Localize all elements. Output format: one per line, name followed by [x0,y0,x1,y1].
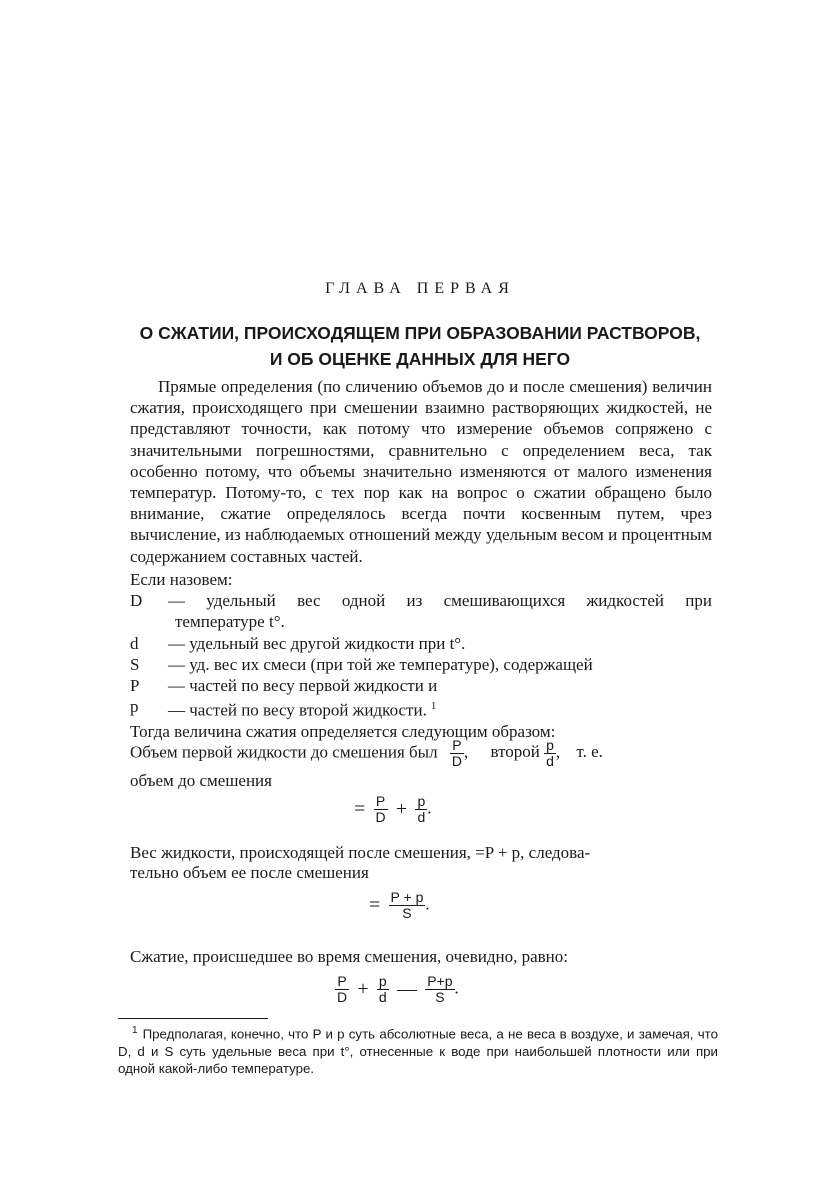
footnote-divider [118,1018,268,1019]
footnote [118,1022,718,1078]
definition-text: — уд. вес их смеси (при той же температуре), содержащей [168,654,593,674]
definition-item [130,675,712,696]
volume-before-text-c: т. е. [576,742,603,762]
fraction-numerator: P [374,794,388,810]
fraction-Pp-over-S [425,974,454,1005]
fraction-P-over-D [374,794,388,825]
chapter-title-line-1: О СЖАТИИ, ПРОИСХОДЯЩЕМ ПРИ ОБРАЗОВАНИИ РАСТВОРОВ, [139,323,701,343]
footnote-mark: 1 [132,1025,138,1036]
definitions-list [130,569,712,742]
definition-symbol: P [130,676,140,696]
footnote-paragraph [118,1022,718,1078]
fraction-denominator: D [451,753,462,769]
chapter-label: ГЛАВА ПЕРВАЯ [325,280,515,297]
compression-line: Сжатие, происшедшее во время смешения, очевидно, равно: [130,947,568,966]
minus-sign: — [396,978,417,1000]
fraction-numerator: p [378,973,387,989]
definitions-outro: Тогда величина сжатия определяется следующим образом: [130,722,556,742]
fraction-P-over-D [450,738,464,769]
period-mark: . [454,978,459,998]
fraction-denominator: d [378,989,387,1005]
fraction-P-over-D [335,974,349,1005]
fraction-denominator: d [546,753,554,769]
comma-mark: , [463,742,469,762]
equals-sign: = [354,798,366,820]
definition-item [130,696,712,721]
volume-before-text-d: объем до смешения [130,771,272,790]
plus-sign: + [395,798,408,820]
fraction-numerator: p [546,737,554,753]
fraction-denominator: S [402,905,412,921]
definition-item [130,590,712,611]
fraction-denominator: D [375,809,386,825]
definition-text: — частей по весу первой жидкости и [168,676,438,696]
footnote-text: Предполагая, конечно, что P и p суть абсолютные веса, а не веса в воздухе, и замечая, что D, d и S суть удельные веса при t°, отнесенные к воде при наибольшей плотности или при одной какой-либо температуре. [118,1026,718,1077]
definition-symbol: p [130,697,139,717]
fraction-numerator: P + p [390,889,424,905]
intro-paragraph: Прямые определения (по сличению объемов до и после смешения) величин сжатия, происходящего при смешении взаимно растворяющих жидкостей, не представляют точности, как потому что измерение объемов сопряжено с значительными погрешностями, сравнительно с определением веса, так особенно потому, что объемы значительно изменяются от малого изменения температур. Потому-то, с тех пор как на вопрос о сжатии обращено было внимание, сжатие определялось всегда почти косвенным путем, чрез вычисление, из наблюдаемых отношений между удельным весом и процентным содержанием составных частей. [130,377,712,566]
formula-compression [335,974,459,1005]
fraction-denominator: D [337,989,348,1005]
definition-symbol: d [130,633,139,653]
definition-continuation: температуре t°. [175,612,285,632]
definition-text: — удельный вес другой жидкости при t°. [168,633,466,653]
period-mark: . [427,798,432,818]
weight-after-line-1: Вес жидкости, происходящей после смешения, =P + p, следова- [130,843,591,862]
fraction-denominator: d [417,809,426,825]
fraction-p-over-d [544,738,556,769]
formula-volume-after [365,890,430,921]
fraction-numerator: P [335,974,349,990]
definition-item [130,654,712,675]
volume-before-text-b: второй [490,742,540,762]
comma-mark: , [555,742,561,762]
intro-paragraph-block [130,376,712,567]
volume-before-line [130,738,603,769]
footnote-reference: 1 [430,700,437,713]
formula-volume-before [350,794,431,825]
weight-after-line-2: тельно объем ее после смешения [130,863,369,882]
fraction-p-over-d [377,974,389,1005]
definition-symbol: D [130,591,143,611]
chapter-title-line-2: И ОБ ОЦЕНКЕ ДАННЫХ ДЛЯ НЕГО [269,349,571,369]
fraction-Pp-over-S [389,890,426,921]
fraction-numerator: p [417,793,426,809]
fraction-denominator: S [435,989,445,1005]
definition-text: — частей по весу второй жидкости. [168,700,427,720]
fraction-numerator: P+p [427,973,453,989]
fraction-p-over-d [415,794,427,825]
definitions-intro: Если назовем: [130,570,233,589]
chapter-title [100,320,740,372]
equals-sign: = [369,894,381,916]
plus-sign: + [357,978,369,1000]
fraction-numerator: P [450,738,464,754]
volume-before-text-a: Объем первой жидкости до смешения был [130,742,438,762]
period-mark: . [425,894,430,914]
definition-symbol: S [130,654,140,674]
definition-text: — удельный вес одной из смешивающихся жидкостей при [168,591,712,611]
definition-item [130,633,712,654]
